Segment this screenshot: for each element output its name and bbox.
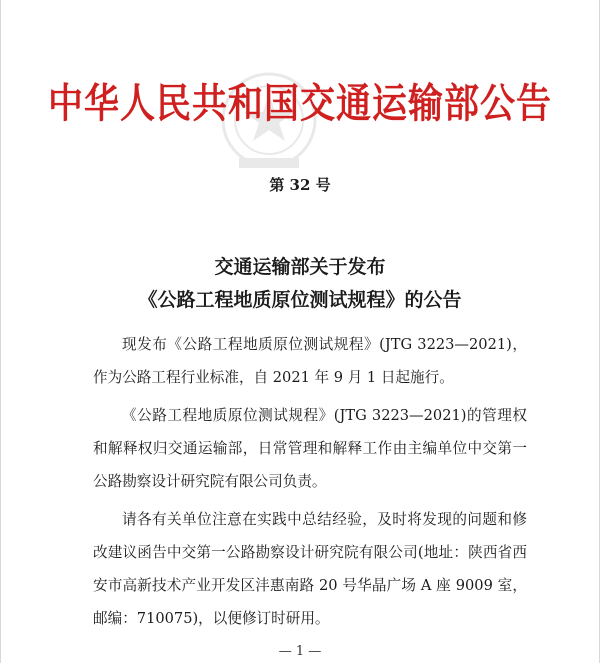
paragraph-1: 现发布《公路工程地质原位测试规程》(JTG 3223—2021)，作为公路工程行业标准，自 2021 年 9 月 1 日起施行。 — [93, 336, 527, 386]
paragraph-2: 《公路工程地质原位测试规程》(JTG 3223—2021)的管理权和解释权归交通运输部，日常管理和解释工作由主编单位中交第一公路勘察设计研究院有限公司负责。 — [93, 407, 527, 490]
page-number: — 1 — — [278, 644, 322, 659]
announcement-title-line2: 《公路工程地质原位测试规程》的公告 — [138, 289, 462, 311]
paragraph-3: 请各有关单位注意在实践中总结经验，及时将发现的问题和修改建议函告中交第一公路勘察设计研究院有限公司(地址：陕西省西安市高新技术产业开发区沣惠南路 20 号华晶广场 A 座 9009 室，邮编：710075)，以便修订时研用。 — [93, 511, 527, 627]
announcement-title-line1: 交通运输部关于发布 — [214, 256, 386, 278]
masthead-title: 中华人民共和国交通运输部公告 — [47, 80, 552, 128]
document-number: 第 32 号 — [269, 176, 331, 194]
